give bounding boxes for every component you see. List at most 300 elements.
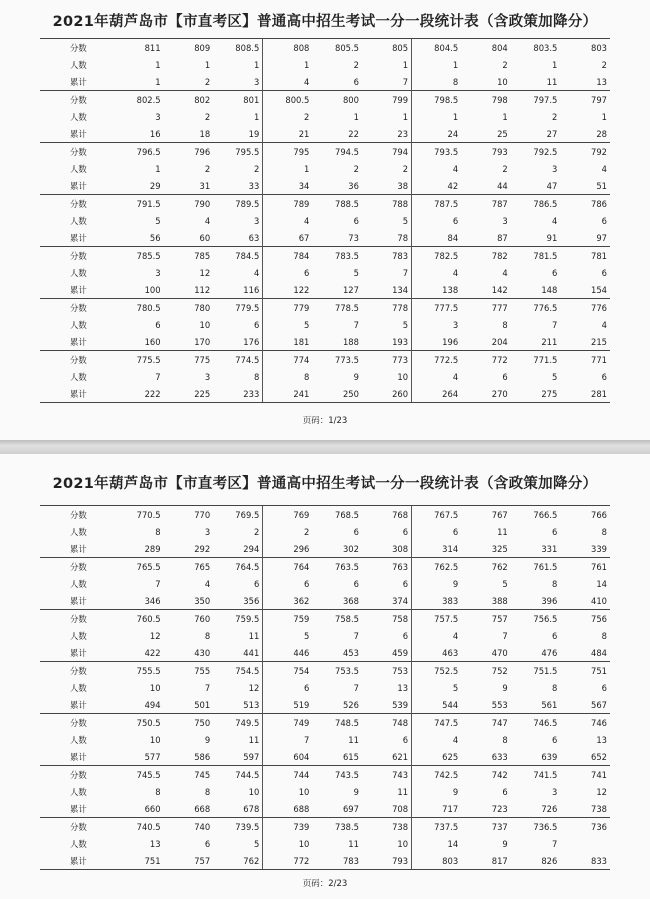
table-cell: 811 [114,39,164,57]
table-cell: 1 [412,56,462,73]
table-cell: 5 [155,215,161,226]
row-label: 累计 [70,647,87,658]
table-cell: 739 [263,818,313,836]
table-cell: 196 [412,333,462,351]
table-cell: 3 [502,215,508,226]
table-cell: 772 [263,852,313,870]
table-cell: 87 [497,232,508,243]
table-cell: 753 [362,662,412,680]
table-cell: 446 [263,644,313,662]
table-cell: 193 [392,336,409,347]
table-cell: 773.5 [312,351,362,369]
table-cell: 803 [560,39,610,57]
table-cell: 29 [149,180,161,191]
count-row [40,160,610,177]
table-cell: 12 [248,682,260,693]
table-cell: 7 [155,578,161,589]
table-cell: 750.5 [114,714,164,732]
row-label: 人数 [70,111,87,122]
table-cell: 27 [546,128,558,139]
table-cell: 774 [263,351,313,369]
table-cell: 751 [114,852,164,870]
table-cell: 6 [353,76,359,87]
table-cell: 63 [248,232,260,243]
table-cell: 331 [541,543,558,554]
table-cell: 826 [511,852,561,870]
table-cell: 757 [461,610,511,628]
table-cell: 794 [362,143,412,161]
table-cell: 3 [412,316,462,333]
table-cell: 476 [541,647,558,658]
table-cell: 5 [263,316,313,333]
table-cell: 134 [392,284,409,295]
page-title: 2021年葫芦岛市【市直考区】普通高中招生考试一分一段统计表（含政策加降分） [52,14,598,30]
score-distribution-table [40,505,610,870]
table-cell: 769.5 [213,506,263,524]
table-cell: 5 [552,371,558,382]
table-cell: 795 [263,143,313,161]
table-cell: 422 [144,647,161,658]
table-cell: 1 [601,111,607,122]
table-cell: 2 [253,526,260,537]
table-cell: 817 [461,852,511,870]
row-label: 人数 [70,630,87,641]
table-cell: 6 [402,734,409,745]
table-cell: 294 [243,543,260,554]
table-cell: 750 [164,714,214,732]
table-cell: 8 [502,319,508,330]
table-cell: 1 [155,163,161,174]
table-cell: 752.5 [412,662,462,680]
cumulative-row [40,852,610,870]
table-cell: 3 [155,111,161,122]
table-cell: 3 [204,371,211,382]
table-cell: 741 [560,766,610,784]
table-cell: 13 [397,682,409,693]
table-cell: 743.5 [312,766,362,784]
table-cell: 513 [243,699,260,710]
table-cell: 470 [491,647,508,658]
table-cell: 539 [392,699,409,710]
table-cell: 1 [204,59,211,70]
row-label: 累计 [70,336,87,347]
table-cell: 339 [591,543,607,554]
row-label: 人数 [70,59,87,70]
table-cell: 4 [204,215,211,226]
table-cell: 112 [194,284,211,295]
table-cell: 6 [552,734,558,745]
table-cell: 743 [362,766,412,784]
table-cell: 28 [596,128,607,139]
table-cell: 11 [497,526,508,537]
row-label: 人数 [70,786,87,797]
table-cell: 16 [149,128,161,139]
table-cell: 9 [204,734,211,745]
table-cell: 122 [263,281,313,299]
table-cell: 11 [348,838,359,849]
table-cell: 770 [164,506,214,524]
table-cell: 4 [601,319,607,330]
table-cell: 1 [155,59,161,70]
table-cell: 44 [497,180,508,191]
table-cell: 577 [144,751,161,762]
table-cell: 3 [552,163,558,174]
score-row [40,558,610,576]
row-label: 人数 [70,267,87,278]
table-cell: 800.5 [263,91,313,109]
count-row [40,627,610,644]
table-cell: 740.5 [114,818,164,836]
table-cell: 3 [552,786,558,797]
score-row [40,662,610,680]
table-cell: 789 [263,195,313,213]
table-cell: 2 [263,523,313,540]
table-cell: 2 [601,59,607,70]
table-cell: 7 [552,319,558,330]
table-cell: 772.5 [412,351,462,369]
table-cell: 768 [362,506,412,524]
table-cell: 758 [362,610,412,628]
table-cell: 758.5 [312,610,362,628]
table-cell: 142 [491,284,508,295]
table-cell: 794.5 [312,143,362,161]
table-cell: 752 [461,662,511,680]
table-cell: 757 [164,852,214,870]
cumulative-row [40,748,610,766]
table-cell: 757.5 [412,610,462,628]
table-cell: 6 [155,319,161,330]
table-cell: 803 [412,852,462,870]
table-cell: 4 [263,73,313,91]
table-cell: 34 [263,177,313,195]
table-cell: 6 [502,786,508,797]
score-row [40,299,610,317]
table-cell: 2 [204,76,211,87]
count-row [40,731,610,748]
table-cell: 519 [263,696,313,714]
table-cell: 4 [204,578,211,589]
table-cell: 742 [461,766,511,784]
table-cell: 31 [199,180,211,191]
score-row [40,195,610,213]
table-cell: 47 [546,180,558,191]
table-cell: 759.5 [213,610,263,628]
table-cell: 749 [263,714,313,732]
table-cell: 8 [601,630,607,641]
row-label: 累计 [40,385,114,403]
count-row [40,523,610,540]
table-cell: 7 [353,630,359,641]
table-cell: 779.5 [213,299,263,317]
table-cell: 8 [552,682,558,693]
table-cell: 738 [591,803,607,814]
table-cell: 374 [392,595,409,606]
table-cell: 296 [263,540,313,558]
table-cell: 4 [412,368,462,385]
count-row [40,679,610,696]
table-cell: 786 [560,195,610,213]
table-cell: 430 [194,647,211,658]
table-cell: 10 [397,371,409,382]
table-cell: 8 [253,371,260,382]
table-cell: 9 [502,838,508,849]
row-label: 人数 [70,578,87,589]
table-cell: 5 [253,838,260,849]
table-cell: 292 [194,543,211,554]
table-cell: 773 [362,351,412,369]
table-cell: 4 [412,160,462,177]
table-cell: 748.5 [312,714,362,732]
table-cell: 784.5 [213,247,263,265]
count-row [40,212,610,229]
table-cell: 793 [362,852,412,870]
row-label: 人数 [70,682,87,693]
table-cell: 67 [263,229,313,247]
table-cell: 9 [502,682,508,693]
table-cell: 154 [591,284,607,295]
table-cell: 625 [412,748,462,766]
table-cell: 78 [397,232,409,243]
document-page-1 [0,0,650,440]
cumulative-row [40,125,610,143]
table-cell: 553 [491,699,508,710]
table-cell: 396 [541,595,558,606]
score-row [40,818,610,836]
table-cell: 726 [541,803,558,814]
table-cell: 10 [149,734,161,745]
table-cell: 281 [560,385,610,403]
table-cell: 805 [362,39,412,57]
table-cell: 356 [243,595,260,606]
table-cell: 441 [243,647,260,658]
table-cell: 668 [194,803,211,814]
row-label: 累计 [70,284,87,295]
row-label: 累计 [70,595,87,606]
table-cell: 1 [552,59,558,70]
table-cell: 138 [412,281,462,299]
table-cell: 788 [362,195,412,213]
score-row [40,506,610,524]
table-cell: 779 [263,299,313,317]
table-cell: 14 [412,835,462,852]
table-cell: 744.5 [213,766,263,784]
table-cell: 4 [263,212,313,229]
table-cell: 170 [194,336,211,347]
table-cell: 760.5 [114,610,164,628]
table-cell: 7 [552,838,558,849]
table-cell: 4 [412,627,462,644]
table-cell: 6 [601,682,607,693]
table-cell: 5 [263,627,313,644]
row-label: 分数 [40,610,114,628]
table-cell: 10 [397,838,409,849]
table-cell: 561 [541,699,558,710]
table-cell: 13 [149,838,161,849]
table-cell: 10 [199,319,211,330]
row-label: 分数 [40,143,114,161]
row-label: 累计 [70,543,87,554]
score-row [40,247,610,265]
table-cell: 781.5 [511,247,561,265]
table-cell: 463 [412,644,462,662]
table-cell: 797.5 [511,91,561,109]
table-cell: 780 [164,299,214,317]
table-cell: 597 [243,751,260,762]
table-cell: 11 [248,630,260,641]
table-cell: 809 [164,39,214,57]
table-cell: 2 [353,59,359,70]
count-row [40,368,610,385]
table-cell: 12 [199,267,211,278]
table-cell: 3 [253,215,260,226]
table-cell: 708 [392,803,409,814]
table-cell: 783 [362,247,412,265]
table-cell: 6 [263,264,313,281]
table-cell: 7 [263,731,313,748]
table-cell: 796 [164,143,214,161]
table-cell: 410 [591,595,607,606]
table-cell: 388 [491,595,508,606]
table-cell: 751.5 [511,662,561,680]
table-cell: 786.5 [511,195,561,213]
table-cell: 744 [263,766,313,784]
table-cell: 738 [362,818,412,836]
table-cell: 755 [164,662,214,680]
table-cell: 7 [402,267,409,278]
table-cell: 1 [155,76,161,87]
table-cell: 736 [560,818,610,836]
table-cell: 6 [253,578,260,589]
table-cell: 738.5 [312,818,362,836]
table-cell: 14 [596,578,607,589]
table-cell: 747 [461,714,511,732]
table-cell: 7 [353,682,359,693]
table-cell: 775 [164,351,214,369]
table-cell: 1 [402,111,409,122]
table-cell: 2 [502,163,508,174]
table-cell: 785 [164,247,214,265]
table-cell: 804 [461,39,511,57]
table-cell: 10 [149,682,161,693]
table-cell: 754 [263,662,313,680]
table-cell: 5 [412,679,462,696]
table-cell: 11 [546,76,558,87]
table-cell: 742.5 [412,766,462,784]
table-cell: 768.5 [312,506,362,524]
table-cell: 1 [253,111,260,122]
count-row [40,575,610,592]
table-cell: 2 [502,59,508,70]
table-cell: 8 [204,630,211,641]
table-cell: 6 [601,371,607,382]
table-cell: 802 [164,91,214,109]
table-cell: 8 [155,786,161,797]
table-cell: 776 [560,299,610,317]
table-cell: 2 [402,163,409,174]
cumulative-row [40,281,610,299]
row-label: 累计 [70,128,87,139]
table-cell: 688 [263,800,313,818]
table-cell: 116 [243,284,260,295]
row-label: 分数 [40,195,114,213]
table-cell: 776.5 [511,299,561,317]
document-page-2 [0,454,650,899]
table-cell: 12 [149,630,161,641]
table-cell: 260 [362,385,412,403]
table-cell: 13 [596,734,607,745]
table-cell: 3 [204,526,211,537]
table-cell: 8 [552,578,558,589]
table-cell: 2 [253,163,260,174]
count-row [40,56,610,73]
table-cell: 767 [461,506,511,524]
score-row [40,39,610,57]
table-cell: 19 [248,128,260,139]
table-cell: 754.5 [213,662,263,680]
table-cell: 6 [263,575,313,592]
table-cell: 792 [560,143,610,161]
table-cell: 4 [601,163,607,174]
table-cell: 804.5 [412,39,462,57]
table-cell: 759 [263,610,313,628]
table-cell: 11 [248,734,260,745]
table-cell: 10 [497,76,508,87]
cumulative-row [40,73,610,91]
table-cell: 222 [114,385,164,403]
table-cell: 799 [362,91,412,109]
table-cell: 7 [353,319,359,330]
table-cell: 741.5 [511,766,561,784]
row-label: 分数 [40,506,114,524]
table-cell: 383 [412,592,462,610]
table-cell: 788.5 [312,195,362,213]
row-label: 人数 [70,319,87,330]
table-cell: 91 [546,232,558,243]
table-cell: 9 [412,783,462,800]
table-cell: 51 [596,180,607,191]
score-row [40,91,610,109]
table-cell: 798.5 [412,91,462,109]
table-cell: 747.5 [412,714,462,732]
score-row [40,351,610,369]
cumulative-row [40,540,610,558]
table-cell: 762 [213,852,263,870]
table-cell: 544 [412,696,462,714]
table-cell: 1 [353,111,359,122]
page-number: 页码：1/23 [302,416,348,426]
table-cell: 745.5 [114,766,164,784]
table-cell: 1 [502,111,508,122]
table-cell: 6 [402,578,409,589]
table-cell: 25 [497,128,508,139]
row-label: 累计 [70,76,87,87]
table-cell: 325 [491,543,508,554]
table-cell: 1 [253,59,260,70]
table-cell: 6 [353,215,359,226]
table-cell: 782.5 [412,247,462,265]
table-cell: 3 [155,267,161,278]
table-cell: 798 [461,91,511,109]
table-cell: 787.5 [412,195,462,213]
table-cell: 6 [552,526,558,537]
table-cell: 780.5 [114,299,164,317]
cumulative-row [40,696,610,714]
row-label: 人数 [70,734,87,745]
table-cell: 717 [412,800,462,818]
table-cell: 4 [412,731,462,748]
cumulative-row [40,229,610,247]
row-label: 累计 [40,852,114,870]
